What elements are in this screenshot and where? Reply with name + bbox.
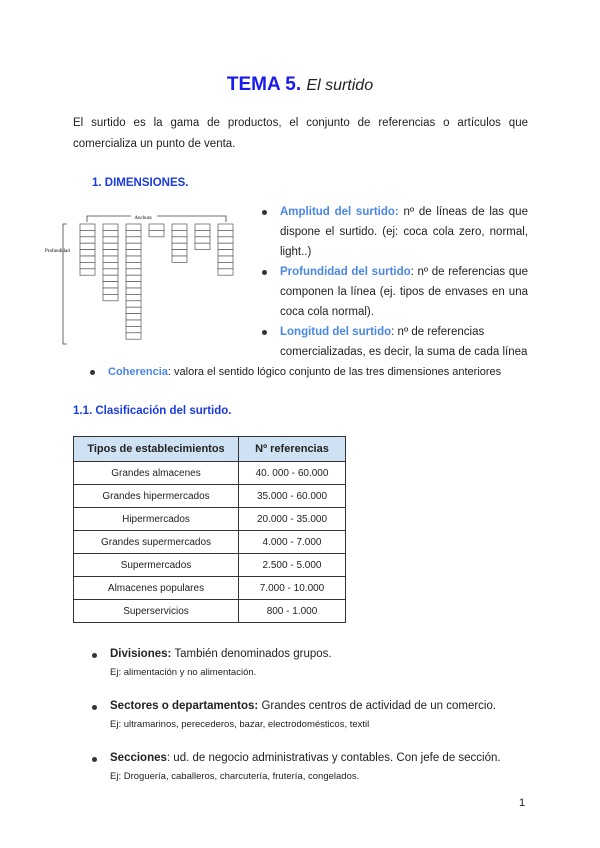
table-row [74, 600, 346, 623]
assortment-dimensions-diagram [45, 210, 245, 350]
reference-cell [195, 243, 210, 249]
reference-cell [218, 237, 233, 243]
list-item [90, 697, 550, 735]
table-cell: 7.000 - 10.000 [239, 577, 346, 600]
list-item [88, 362, 558, 382]
reference-cell [103, 224, 118, 230]
term: Amplitud del surtido: [280, 206, 399, 218]
list-item [260, 262, 528, 322]
reference-cell [103, 256, 118, 262]
reference-cell [126, 282, 141, 288]
page-title [0, 74, 600, 96]
product-line-column [149, 224, 164, 237]
product-line-column [172, 224, 187, 262]
reference-cell [103, 262, 118, 268]
reference-cell [218, 224, 233, 230]
example: Ej: alimentación y no alimentación. [110, 667, 257, 678]
term: Divisiones: [110, 648, 172, 660]
reference-cell [126, 250, 141, 256]
table-cell: Grandes almacenes [74, 462, 239, 485]
reference-cell [80, 269, 95, 275]
reference-cell [172, 224, 187, 230]
reference-cell [126, 333, 141, 339]
page-number: 1 [519, 797, 526, 809]
reference-cell [103, 275, 118, 281]
reference-cell [172, 237, 187, 243]
definition: : nº de referencias comercializadas, es decir, la suma de cada línea [280, 326, 528, 358]
definition: nº de líneas de las que dispone el surtido. (ej: coca cola zero, normal, light..) [280, 206, 528, 258]
reference-cell [195, 237, 210, 243]
reference-cell [126, 243, 141, 249]
definition: : nº de referencias que componen la línea (ej. tipos de envases en una coca cola normal). [280, 266, 528, 318]
reference-cell [103, 237, 118, 243]
term: Longitud del surtido [280, 326, 392, 338]
reference-cell [218, 243, 233, 249]
reference-cell [126, 314, 141, 320]
list-item [260, 202, 528, 262]
reference-cell [195, 224, 210, 230]
table-cell: Hipermercados [74, 508, 239, 531]
depth-label: Profundidad [45, 249, 70, 254]
definition: Grandes centros de actividad de un comercio. [258, 700, 497, 712]
table-row [74, 508, 346, 531]
reference-cell [126, 320, 141, 326]
title-number: TEMA 5. [226, 74, 302, 95]
reference-cell [172, 230, 187, 236]
reference-cell [195, 230, 210, 236]
reference-cell [218, 250, 233, 256]
list-item [90, 645, 550, 683]
product-line-column [218, 224, 233, 275]
reference-cell [172, 243, 187, 249]
section-heading-clasificacion: 1.1. Clasificación del surtido. [73, 405, 232, 417]
list-item [90, 749, 550, 787]
reference-cell [126, 294, 141, 300]
reference-cell [103, 250, 118, 256]
reference-cell [103, 230, 118, 236]
reference-cell [126, 275, 141, 281]
reference-cell [126, 262, 141, 268]
product-line-column [103, 224, 118, 301]
reference-cell [126, 269, 141, 275]
reference-cell [103, 282, 118, 288]
reference-cell [149, 230, 164, 236]
reference-cell [218, 262, 233, 268]
reference-cell [126, 237, 141, 243]
table-cell: 2.500 - 5.000 [239, 554, 346, 577]
reference-cell [80, 262, 95, 268]
table-row [74, 577, 346, 600]
example: Ej: ultramarinos, perecederos, bazar, electrodomésticos, textil [110, 719, 370, 730]
category-list [90, 645, 550, 801]
term: Coherencia [108, 366, 168, 378]
table-cell: Grandes hipermercados [74, 485, 239, 508]
table-cell: 40. 000 - 60.000 [239, 462, 346, 485]
product-line-column [126, 224, 141, 339]
table-row [74, 531, 346, 554]
reference-cell [126, 301, 141, 307]
product-line-column [195, 224, 210, 250]
intro-paragraph: El surtido es la gama de productos, el conjunto de referencias o artículos que comercializa un punto de venta. [73, 117, 528, 150]
term: Profundidad del surtido [280, 266, 411, 278]
reference-cell [80, 243, 95, 249]
table-cell: 20.000 - 35.000 [239, 508, 346, 531]
term: Secciones [110, 752, 167, 764]
reference-cell [149, 224, 164, 230]
definition: : ud. de negocio administrativas y contables. Con jefe de sección. [166, 752, 501, 764]
table-cell: Almacenes populares [74, 577, 239, 600]
reference-cell [218, 256, 233, 262]
column-header: Tipos de establecimientos [74, 437, 239, 462]
section-heading-dimensiones: 1. DIMENSIONES. [92, 177, 189, 189]
table-cell: Grandes supermercados [74, 531, 239, 554]
table-cell: 4.000 - 7.000 [239, 531, 346, 554]
reference-cell [103, 243, 118, 249]
table-row [74, 554, 346, 577]
reference-cell [103, 288, 118, 294]
reference-cell [80, 224, 95, 230]
list-item [260, 322, 528, 362]
table-cell: Supermercados [74, 554, 239, 577]
reference-cell [126, 256, 141, 262]
reference-cell [126, 224, 141, 230]
column-header: Nº referencias [239, 437, 346, 462]
definition: También denominados grupos. [171, 648, 332, 660]
product-line-column [80, 224, 95, 275]
reference-cell [126, 326, 141, 332]
coherence-item [88, 362, 558, 382]
table-row [74, 462, 346, 485]
reference-cell [126, 307, 141, 313]
example: Ej: Droguería, caballeros, charcutería, frutería, congelados. [110, 771, 360, 782]
reference-cell [218, 230, 233, 236]
table-cell: 35.000 - 60.000 [239, 485, 346, 508]
title-subtitle: El surtido [306, 77, 374, 94]
depth-bracket [63, 224, 67, 344]
reference-cell [126, 230, 141, 236]
dimensions-list [260, 202, 528, 362]
reference-cell [80, 230, 95, 236]
reference-cell [80, 237, 95, 243]
reference-cell [103, 269, 118, 275]
reference-cell [172, 256, 187, 262]
width-bracket [87, 216, 226, 222]
table-cell: Superservicios [74, 600, 239, 623]
table-cell: 800 - 1.000 [239, 600, 346, 623]
table-header-row [74, 437, 346, 462]
term: Sectores o departamentos: [110, 700, 259, 712]
reference-cell [80, 256, 95, 262]
table-row [74, 485, 346, 508]
definition: : valora el sentido lógico conjunto de las tres dimensiones anteriores [167, 366, 502, 378]
width-label: Anchura [134, 216, 152, 221]
establishment-table [73, 436, 346, 623]
reference-cell [103, 294, 118, 300]
reference-cell [126, 288, 141, 294]
reference-cell [218, 269, 233, 275]
reference-cell [172, 250, 187, 256]
reference-cell [80, 250, 95, 256]
